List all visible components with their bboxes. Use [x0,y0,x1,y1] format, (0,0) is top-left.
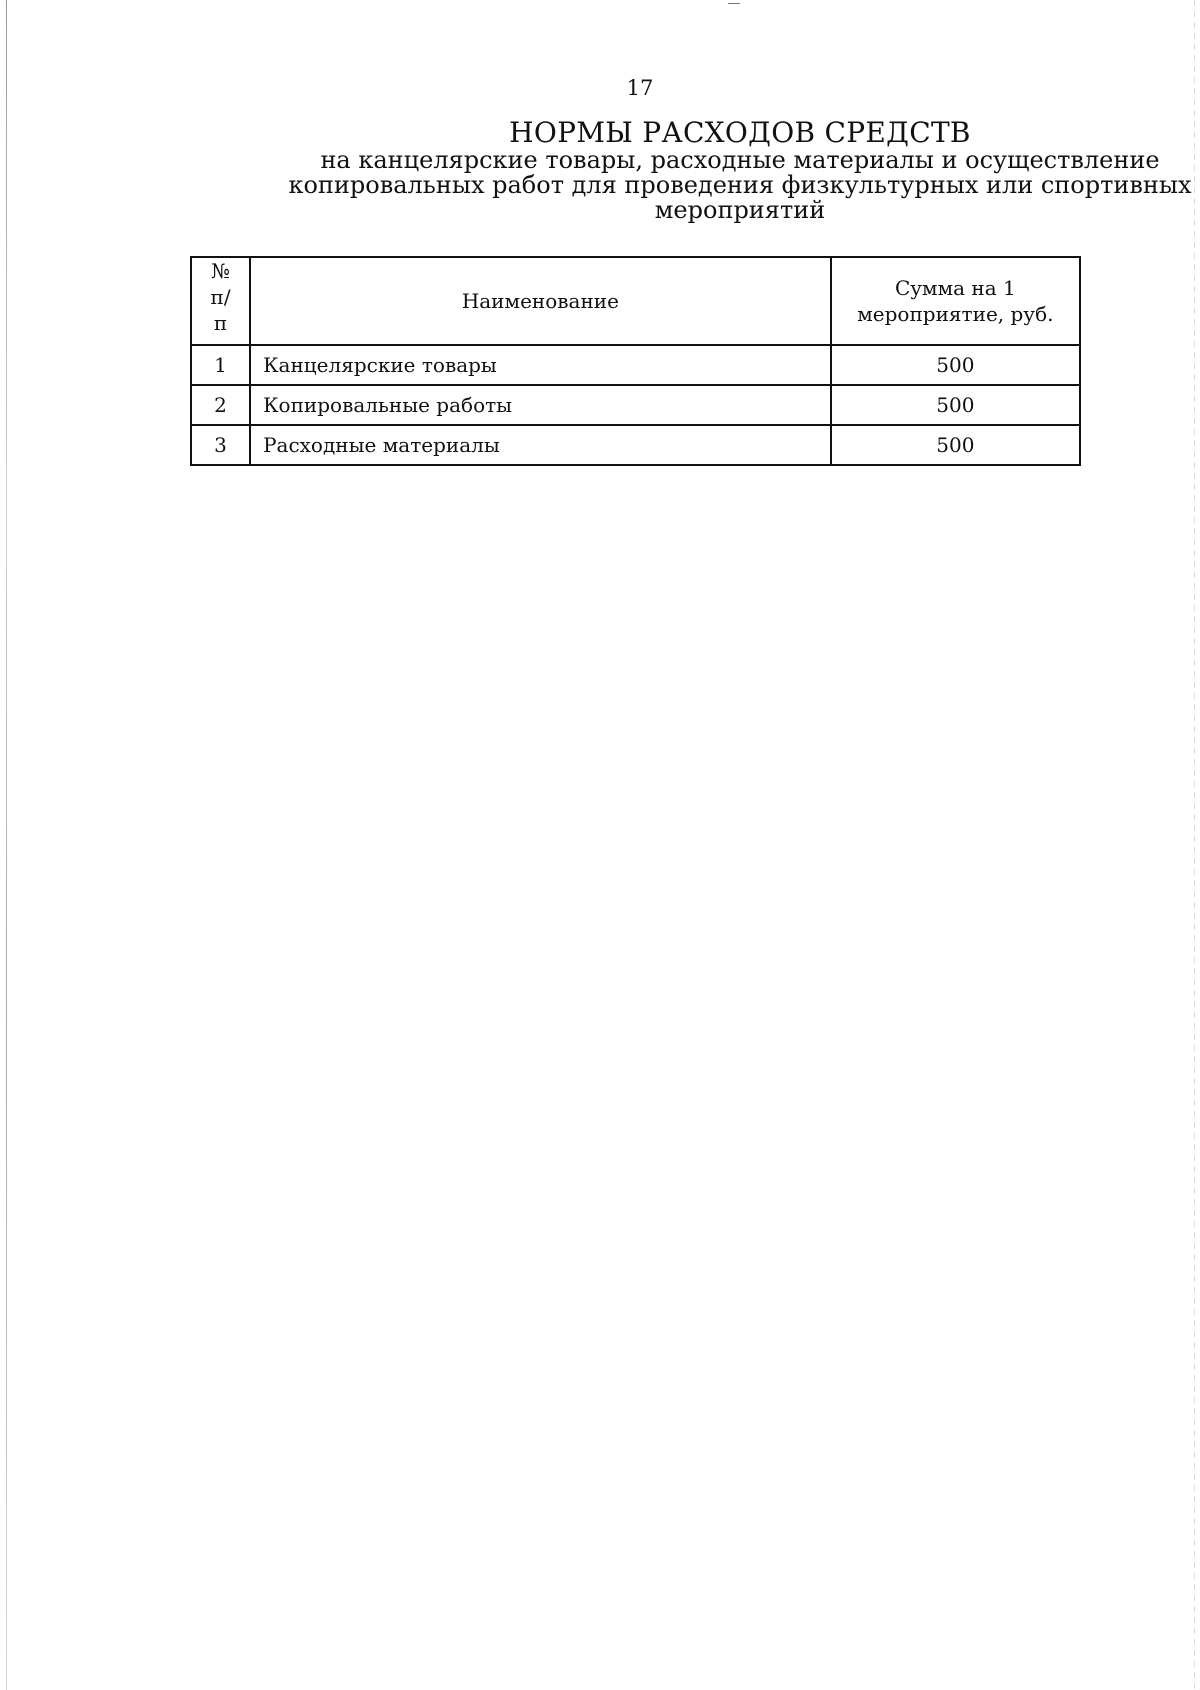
document-subtitle-line-1: на канцелярские товары, расходные материалы и осуществление [320,146,1160,174]
header-number-abbr: п/п [210,285,231,335]
title-block [200,118,1200,223]
row-sum: 500 [831,425,1080,465]
document-title: НОРМЫ РАСХОДОВ СРЕДСТВ [509,116,971,149]
scan-top-mark [728,0,740,4]
table-header-row [191,257,1080,345]
row-sum: 500 [831,385,1080,425]
header-number-symbol: № [211,259,230,283]
header-name: Наименование [250,257,831,345]
table-row [191,345,1080,385]
table-row [191,425,1080,465]
header-sum-line-2: мероприятие, руб. [857,302,1054,326]
document-subtitle-line-2: копировальных работ для проведения физкультурных или спортивных [288,171,1192,199]
header-sum [831,257,1080,345]
table-row [191,385,1080,425]
header-number [191,257,250,345]
row-number: 2 [191,385,250,425]
row-name: Расходные материалы [250,425,831,465]
page-number: 17 [626,76,654,100]
row-number: 3 [191,425,250,465]
norms-table [190,256,1081,466]
row-number: 1 [191,345,250,385]
document-subtitle-line-3: мероприятий [654,196,826,224]
scan-edge-left [6,0,7,1690]
scan-edge-right [1194,0,1195,1690]
row-name: Копировальные работы [250,385,831,425]
row-sum: 500 [831,345,1080,385]
header-sum-line-1: Сумма на 1 [894,276,1016,300]
row-name: Канцелярские товары [250,345,831,385]
